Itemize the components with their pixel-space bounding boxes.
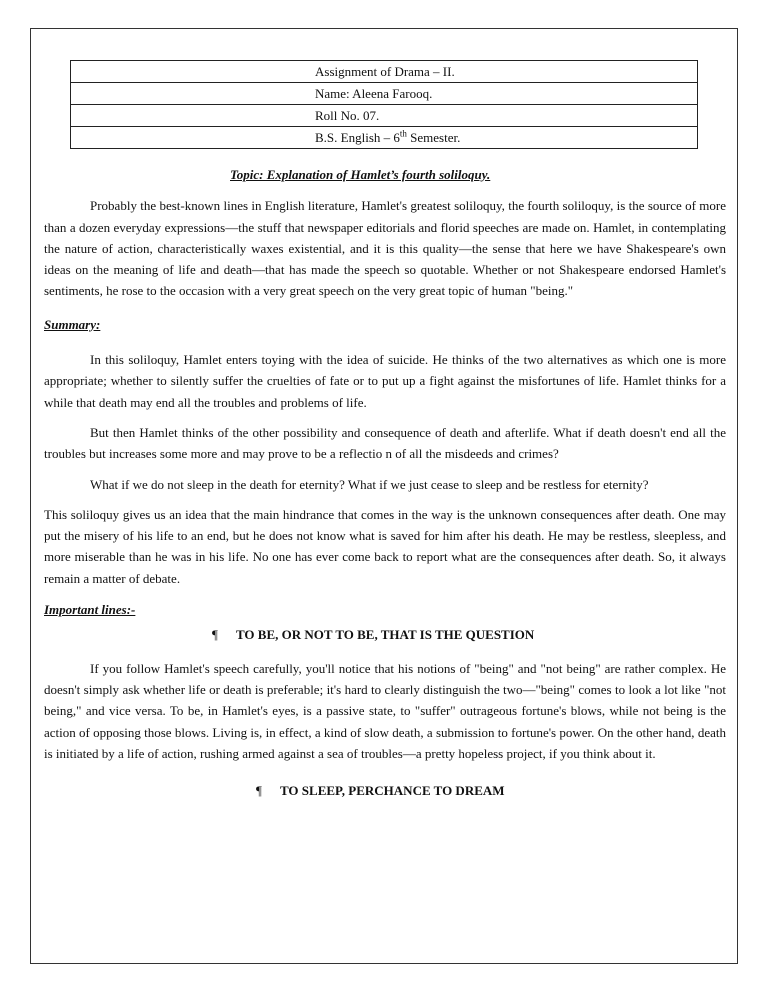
topic-heading: Topic: Explanation of Hamlet’s fourth soliloquy. xyxy=(230,167,491,182)
course-prefix: B.S. English – 6 xyxy=(315,130,400,145)
pilcrow-icon: ¶ xyxy=(212,627,218,643)
important-lines-heading: Important lines:- xyxy=(44,602,136,618)
important-paragraph-1: If you follow Hamlet's speech carefully, you'll notice that his notions of "being" and "not being" are rather complex. He doesn't simply ask whether life or death is preferable; it's hard to clearly distinguish the two—"being" comes to look a lot like "not being," and vice versa. To be, in Hamlet's eyes, is a passive state, to "suffer" outrageous fortune's blows, while not being is the action of opposing those blows. Living is, in effect, a kind of slow death, a submission to fortune's power. On the other hand, death is initiated by a life of action, rushing armed against a sea of troubles—a pretty hopeless project, if you think about it. xyxy=(44,660,726,761)
quote-text-1: TO BE, OR NOT TO BE, THAT IS THE QUESTION xyxy=(236,627,535,643)
assignment-title: Assignment of Drama – II. xyxy=(71,61,698,83)
quote-heading-1 xyxy=(44,624,726,645)
student-name: Name: Aleena Farooq. xyxy=(71,83,698,105)
summary-paragraph-4: This soliloquy gives us an idea that the main hindrance that comes in the way is the unknown consequences after death. One may put the misery of his life to an end, but he does not know what is saved for him after his death. He may be restless, sleepless, and more miserable than he was in his life. No one has ever come back to report what are the consequences after death. So, it always remain a matter of debate. xyxy=(44,506,726,586)
intro-paragraph: Probably the best-known lines in English literature, Hamlet's greatest soliloquy, the fourth soliloquy, is the source of more than a dozen everyday expressions—the stuff that newspaper editorials and florid speeches are made on. Hamlet, in contemplating the nature of action, characteristically waxes existential, and it is this quality—the sense that here we have Shakespeare's own ideas on the meaning of life and death—that has made the speech so quotable. Whether or not Shakespeare endorsed Hamlet's sentiments, he rose to the occasion with a very great speech on the very great topic of human "being." xyxy=(44,198,726,299)
header-table xyxy=(70,60,698,149)
summary-paragraph-3: What if we do not sleep in the death for eternity? What if we just cease to sleep and be restless for eternity? xyxy=(90,476,649,492)
course-info xyxy=(71,127,698,149)
quote-heading-2 xyxy=(44,780,726,801)
summary-paragraph-2: But then Hamlet thinks of the other possibility and consequence of death and afterlife. What if death doesn't end all the troubles but increases some more and may prove to be a reflectio n of all the misdeeds and crimes? xyxy=(44,424,726,462)
roll-number: Roll No. 07. xyxy=(71,105,698,127)
pilcrow-icon: ¶ xyxy=(256,783,262,799)
course-suffix: Semester. xyxy=(406,130,461,145)
course-sup: th xyxy=(399,128,407,139)
summary-heading: Summary: xyxy=(44,316,101,332)
quote-text-2: TO SLEEP, PERCHANCE TO DREAM xyxy=(280,783,505,799)
summary-paragraph-1: In this soliloquy, Hamlet enters toying with the idea of suicide. He thinks of the two alternatives as which one is more appropriate; whether to silently suffer the cruelties of fate or to put up a fight against the misfortunes of life. Hamlet thinks for a while that death may end all the troubles and problems of life. xyxy=(44,352,726,410)
document-body xyxy=(44,164,726,801)
